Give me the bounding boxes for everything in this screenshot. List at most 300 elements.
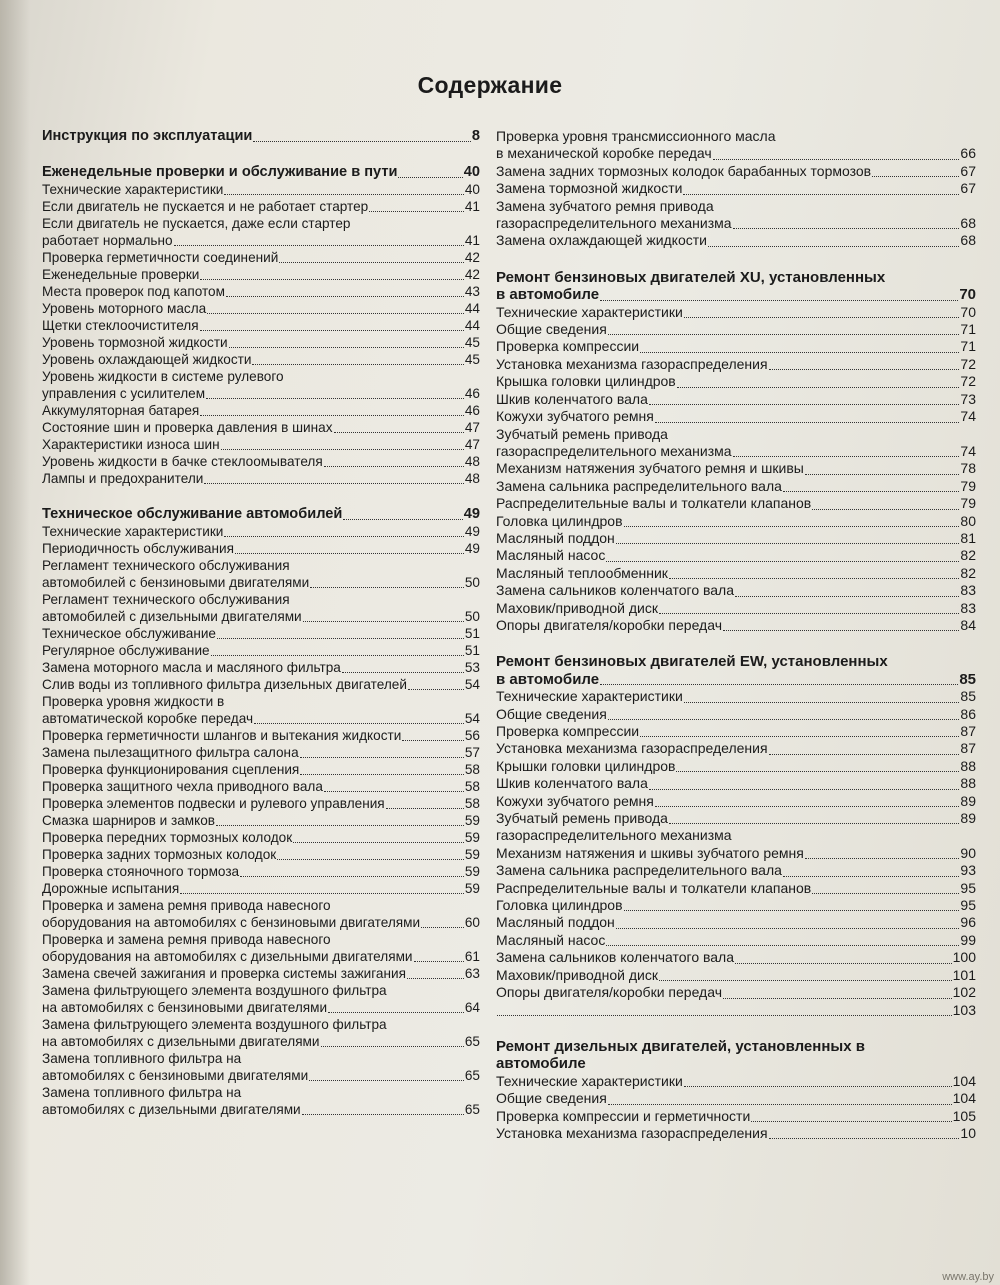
dot-leader (334, 431, 464, 433)
dot-leader (684, 701, 960, 703)
toc-entry (42, 300, 480, 317)
toc-entry-title: Распределительные валы и толкатели клапанов (496, 879, 812, 896)
toc-entry (496, 443, 976, 460)
toc-entry (42, 351, 480, 368)
toc-entry-title: Крышка головки цилиндров (496, 373, 676, 390)
toc-entry (496, 1108, 976, 1125)
toc-page-number: 43 (464, 284, 480, 299)
toc-entry (496, 495, 976, 512)
dot-leader (769, 368, 960, 370)
toc-page-number: 65 (464, 1102, 480, 1117)
dot-leader (616, 542, 960, 544)
dot-leader (624, 525, 960, 527)
toc-page-number: 84 (960, 616, 976, 633)
toc-entry (42, 1050, 480, 1067)
toc-page-number: 58 (464, 796, 480, 811)
toc-entry (496, 163, 976, 180)
dot-leader (606, 944, 959, 946)
dot-leader (655, 421, 960, 423)
toc-entry (42, 931, 480, 948)
toc-page-number: 41 (464, 199, 480, 214)
dot-leader (600, 683, 958, 685)
toc-entry (496, 1090, 976, 1107)
toc-section-heading (42, 506, 480, 523)
toc-entry-title: Технические характеристики (42, 182, 224, 197)
dot-leader (608, 718, 960, 720)
toc-entry-title: Маховик/приводной диск (496, 599, 658, 616)
toc-entry-title: Кожухи зубчатого ремня (496, 408, 654, 425)
toc-page-number: 79 (960, 477, 976, 494)
toc-entry-title: Замена свечей зажигания и проверка системы зажигания (42, 966, 406, 981)
toc-page-number: 61 (464, 949, 480, 964)
toc-entry-title: Зубчатый ремень привода (496, 810, 668, 827)
section-gap (42, 487, 480, 506)
dot-leader (180, 892, 464, 894)
dot-leader (624, 909, 960, 911)
dot-leader (324, 465, 464, 467)
toc-entry (496, 128, 976, 145)
dot-leader (303, 620, 464, 622)
dot-leader (224, 193, 463, 195)
toc-entry-title: Проверка герметичности шлангов и вытекания жидкости (42, 728, 402, 743)
toc-section-heading (496, 653, 976, 670)
toc-page-number: 70 (960, 303, 976, 320)
toc-entry-title: в автомобиле (496, 286, 600, 304)
toc-entry-title: Масляный теплообменник (496, 564, 668, 581)
toc-page-number: 59 (464, 830, 480, 845)
toc-entry-title: Инструкция по эксплуатации (42, 128, 253, 144)
toc-entry-title: автомобилях с дизельными двигателями (42, 1102, 301, 1117)
dot-leader (300, 756, 464, 758)
toc-entry (496, 460, 976, 477)
toc-entry-title: Еженедельные проверки (42, 267, 200, 282)
dot-leader (398, 176, 462, 178)
toc-left-column (42, 128, 480, 1118)
toc-page-number: 86 (960, 705, 976, 722)
toc-entry-title: Технические характеристики (496, 303, 683, 320)
toc-page-number: 63 (464, 966, 480, 981)
dot-leader (252, 363, 463, 365)
dot-leader (805, 473, 960, 475)
toc-page-number: 47 (464, 437, 480, 452)
section-gap (42, 145, 480, 164)
toc-entry-title: газораспределительного механизма (496, 215, 732, 232)
dot-leader (600, 299, 958, 301)
toc-page-number: 44 (464, 301, 480, 316)
toc-entry-title: Уровень моторного масла (42, 301, 207, 316)
toc-entry-title: Ремонт бензиновых двигателей XU, установленных (496, 268, 886, 286)
toc-entry (496, 513, 976, 530)
page-title: Содержание (417, 72, 563, 98)
toc-entry (42, 591, 480, 608)
toc-page-number: 67 (960, 180, 976, 197)
dot-leader (254, 722, 464, 724)
toc-entry-title: Масляный насос (496, 547, 606, 564)
toc-page-number: 87 (960, 740, 976, 757)
toc-entry (496, 880, 976, 897)
toc-page-number: 40 (464, 182, 480, 197)
toc-entry-title: оборудования на автомобилях с бензиновыми двигателями (42, 915, 421, 930)
dot-leader (293, 841, 464, 843)
toc-entry-title: Места проверок под капотом (42, 284, 225, 299)
toc-page-number: 74 (960, 408, 976, 425)
toc-entry (496, 408, 976, 425)
toc-entry (42, 249, 480, 266)
toc-entry (42, 232, 480, 249)
dot-leader (812, 508, 959, 510)
toc-entry-title: Шкив коленчатого вала (496, 390, 648, 407)
toc-page-number: 95 (960, 897, 976, 914)
toc-entry-title: Уровень тормозной жидкости (42, 335, 228, 350)
dot-leader (414, 960, 464, 962)
toc-entry (42, 761, 480, 778)
dot-leader (812, 892, 959, 894)
toc-entry-title: Механизм натяжения зубчатого ремня и шкивы (496, 460, 804, 477)
toc-entry-title: Опоры двигателя/коробки передач (496, 616, 722, 633)
toc-entry-title: Зубчатый ремень привода (496, 425, 668, 442)
dot-leader (684, 316, 960, 318)
toc-entry-title: оборудования на автомобилях с дизельными двигателями (42, 949, 413, 964)
toc-entry (42, 778, 480, 795)
toc-entry-title: Если двигатель не пускается, даже если стартер (42, 216, 351, 231)
toc-page-number: 50 (464, 575, 480, 590)
dot-leader (421, 926, 464, 928)
dot-leader (369, 210, 464, 212)
toc-entry (42, 642, 480, 659)
toc-page-number: 51 (464, 643, 480, 658)
toc-entry (496, 897, 976, 914)
toc-entry-title: Ремонт дизельных двигателей, установленных в (496, 1037, 865, 1055)
toc-page-number: 96 (960, 914, 976, 931)
toc-entry-title: Замена топливного фильтра на (42, 1085, 242, 1100)
dot-leader (206, 397, 464, 399)
toc-entry (496, 338, 976, 355)
dot-leader (608, 333, 960, 335)
toc-entry (42, 829, 480, 846)
toc-page-number: 100 (952, 949, 976, 966)
toc-entry-title: Замена тормозной жидкости (496, 180, 683, 197)
toc-entry (496, 723, 976, 740)
toc-entry (42, 470, 480, 487)
toc-section-heading (496, 1038, 976, 1055)
dot-leader (735, 595, 959, 597)
toc-entry (496, 304, 976, 321)
dot-leader (174, 244, 464, 246)
toc-entry-title: Механизм натяжения и шкивы зубчатого ремня (496, 844, 804, 861)
toc-entry (496, 426, 976, 443)
toc-entry (42, 198, 480, 215)
toc-page-number: 70 (959, 286, 976, 304)
dot-leader (253, 140, 470, 142)
toc-entry (496, 547, 976, 564)
toc-page-number: 83 (960, 599, 976, 616)
toc-entry-title: Уровень жидкости в бачке стеклоомывателя (42, 454, 323, 469)
toc-entry-title: Головка цилиндров (496, 512, 623, 529)
toc-entry (42, 436, 480, 453)
dot-leader (872, 175, 959, 177)
toc-page-number: 59 (464, 864, 480, 879)
dot-leader (408, 688, 464, 690)
toc-entry-title: Периодичность обслуживания (42, 541, 234, 556)
toc-page-number: 79 (960, 495, 976, 512)
toc-entry-title: Регулярное обслуживание (42, 643, 210, 658)
toc-section-heading (496, 269, 976, 286)
toc-page-number: 90 (960, 844, 976, 861)
toc-page-number: 66 (960, 145, 976, 162)
dot-leader (733, 227, 960, 229)
toc-entry-title: Техническое обслуживание (42, 626, 216, 641)
dot-leader (402, 739, 464, 741)
toc-entry-title: Замена сальников коленчатого вала (496, 949, 735, 966)
dot-leader (226, 295, 464, 297)
toc-page-number: 49 (463, 506, 480, 522)
toc-entry (42, 795, 480, 812)
toc-section-heading (496, 1055, 976, 1072)
toc-entry (496, 845, 976, 862)
dot-leader (342, 671, 464, 673)
toc-right-column (496, 128, 976, 1142)
toc-entry-title: Проверка и замена ремня привода навесного (42, 898, 331, 913)
dot-leader (204, 482, 464, 484)
dot-leader (723, 629, 959, 631)
toc-entry-title: Установка механизма газораспределения (496, 740, 768, 757)
toc-page-number: 51 (464, 626, 480, 641)
toc-page-number: 103 (952, 1001, 976, 1018)
toc-entry (496, 356, 976, 373)
toc-entry-title: автомобилях с бензиновыми двигателями (42, 1068, 309, 1083)
watermark: www.ay.by (942, 1271, 994, 1283)
toc-page-number: 45 (464, 335, 480, 350)
toc-entry-title: в автомобиле (496, 670, 600, 688)
toc-entry (42, 744, 480, 761)
toc-page-number: 67 (960, 162, 976, 179)
toc-entry (42, 897, 480, 914)
toc-entry-title: автомобилей с бензиновыми двигателями (42, 575, 310, 590)
dot-leader (676, 770, 959, 772)
toc-entry-title: Шкив коленчатого вала (496, 775, 648, 792)
dot-leader (805, 857, 960, 859)
toc-page-number: 53 (464, 660, 480, 675)
toc-page-number: 57 (464, 745, 480, 760)
toc-page-number: 85 (960, 688, 976, 705)
toc-entry-title: Замена фильтрующего элемента воздушного фильтра (42, 983, 387, 998)
dot-leader (640, 351, 959, 353)
toc-entry (42, 1067, 480, 1084)
toc-page-number: 88 (960, 757, 976, 774)
toc-entry (42, 999, 480, 1016)
toc-entry (496, 967, 976, 984)
dot-leader (328, 1011, 464, 1013)
toc-entry (42, 385, 480, 402)
toc-entry-title: Общие сведения (496, 321, 607, 338)
toc-entry (42, 523, 480, 540)
dot-leader (606, 560, 959, 562)
toc-entry-title: Ремонт бензиновых двигателей EW, установленных (496, 653, 888, 671)
toc-entry (496, 530, 976, 547)
toc-entry-title: Проверка компрессии и герметичности (496, 1107, 751, 1124)
dot-leader (207, 312, 464, 314)
toc-entry-title: Лампы и предохранители (42, 471, 204, 486)
toc-entry (42, 676, 480, 693)
toc-page-number: 42 (464, 267, 480, 282)
toc-entry-title: Проверка стояночного тормоза (42, 864, 240, 879)
toc-page-number: 59 (464, 813, 480, 828)
toc-entry (42, 1084, 480, 1101)
toc-page-number: 101 (952, 966, 976, 983)
toc-entry (42, 948, 480, 965)
dot-leader (769, 753, 960, 755)
toc-page-number: 47 (464, 420, 480, 435)
toc-entry (496, 984, 976, 1001)
dot-leader (655, 805, 960, 807)
dot-leader (608, 1103, 952, 1105)
toc-entry-title: Замена сальников коленчатого вала (496, 582, 735, 599)
toc-entry (42, 863, 480, 880)
toc-entry-title: Щетки стеклоочистителя (42, 318, 199, 333)
toc-entry (496, 617, 976, 634)
toc-page-number: 83 (960, 582, 976, 599)
toc-entry-title: Распределительные валы и толкатели клапанов (496, 495, 812, 512)
toc-entry-title: Проверка передних тормозных колодок (42, 830, 293, 845)
toc-entry (42, 317, 480, 334)
toc-entry-title: газораспределительного механизма (496, 827, 732, 844)
toc-entry (42, 727, 480, 744)
toc-page-number: 40 (463, 164, 480, 180)
toc-entry-title: на автомобилях с дизельными двигателями (42, 1034, 320, 1049)
dot-leader (659, 612, 959, 614)
toc-entry (496, 180, 976, 197)
toc-entry (42, 880, 480, 897)
toc-entry (42, 659, 480, 676)
dot-leader (769, 1137, 960, 1139)
toc-page-number: 58 (464, 762, 480, 777)
toc-section-heading (496, 671, 976, 688)
toc-entry-title: Уровень охлаждающей жидкости (42, 352, 252, 367)
toc-entry-title: Регламент технического обслуживания (42, 592, 290, 607)
toc-entry-title: Установка механизма газораспределения (496, 355, 768, 372)
dot-leader (211, 654, 464, 656)
toc-page-number: 104 (952, 1090, 976, 1107)
dot-leader (649, 788, 960, 790)
dot-leader (735, 962, 952, 964)
toc-entry-title: Кожухи зубчатого ремня (496, 792, 654, 809)
dot-leader (217, 637, 464, 639)
toc-page-number: 71 (960, 338, 976, 355)
toc-entry (496, 706, 976, 723)
dot-leader (309, 1079, 464, 1081)
dot-leader (200, 278, 464, 280)
dot-leader (277, 858, 464, 860)
toc-entry (496, 949, 976, 966)
toc-entry (42, 368, 480, 385)
toc-entry-title: Технические характеристики (496, 1072, 683, 1089)
toc-page-number: 102 (952, 984, 976, 1001)
dot-leader (659, 979, 952, 981)
toc-entry-title: Технические характеристики (496, 688, 683, 705)
toc-entry (42, 283, 480, 300)
toc-entry (496, 321, 976, 338)
toc-entry-title: Опоры двигателя/коробки передач (496, 984, 722, 1001)
toc-entry (496, 232, 976, 249)
toc-page-number: 50 (464, 609, 480, 624)
toc-page-number: 58 (464, 779, 480, 794)
dot-leader (407, 977, 464, 979)
toc-entry-title: Замена топливного фильтра на (42, 1051, 242, 1066)
toc-entry (496, 1073, 976, 1090)
dot-leader (343, 518, 462, 520)
toc-page-number: 60 (464, 915, 480, 930)
toc-entry-title: газораспределительного механизма (496, 442, 732, 459)
toc-page-number: 88 (960, 775, 976, 792)
toc-page-number: 59 (464, 881, 480, 896)
toc-entry-title: Замена зубчатого ремня привода (496, 197, 714, 214)
toc-page-number: 80 (960, 512, 976, 529)
toc-entry-title: Еженедельные проверки и обслуживание в пути (42, 164, 398, 180)
toc-entry (42, 914, 480, 931)
toc-page-number: 64 (464, 1000, 480, 1015)
toc-entry-title: Головка цилиндров (496, 897, 623, 914)
toc-entry-title: Замена охлаждающей жидкости (496, 232, 707, 249)
toc-entry (496, 1002, 976, 1019)
toc-page-number: 42 (464, 250, 480, 265)
toc-page-number: 99 (960, 931, 976, 948)
toc-page-number: 71 (960, 321, 976, 338)
toc-entry (42, 402, 480, 419)
toc-entry (496, 932, 976, 949)
toc-entry (496, 215, 976, 232)
toc-entry (42, 1016, 480, 1033)
toc-page-number: 46 (464, 403, 480, 418)
toc-entry (42, 812, 480, 829)
toc-page-number: 10 (960, 1124, 976, 1141)
toc-page-number: 72 (960, 373, 976, 390)
dot-leader (677, 386, 960, 388)
toc-page-number: 56 (464, 728, 480, 743)
toc-page-number: 85 (959, 670, 976, 688)
toc-entry (42, 965, 480, 982)
toc-entry-title: Если двигатель не пускается и не работает стартер (42, 199, 369, 214)
toc-page-number: 8 (471, 128, 480, 144)
toc-entry (496, 758, 976, 775)
toc-section-heading (42, 128, 480, 145)
toc-page-number: 73 (960, 390, 976, 407)
toc-page-number: 68 (960, 215, 976, 232)
dot-leader (669, 577, 960, 579)
toc-page-number: 54 (464, 677, 480, 692)
dot-leader (386, 807, 464, 809)
toc-page-number: 72 (960, 355, 976, 372)
toc-page-number: 87 (960, 723, 976, 739)
toc-entry-title: Проверка уровня жидкости в (42, 694, 225, 709)
dot-leader (224, 535, 463, 537)
toc-entry (496, 740, 976, 757)
toc-page-number: 104 (952, 1072, 976, 1089)
toc-page-number: 74 (960, 442, 976, 459)
dot-leader (324, 790, 464, 792)
dot-leader (497, 1014, 952, 1016)
toc-entry-title: Смазка шарниров и замков (42, 813, 216, 828)
toc-entry-title: Техническое обслуживание автомобилей (42, 506, 343, 522)
toc-entry (496, 198, 976, 215)
toc-entry (42, 215, 480, 232)
toc-page-number: 89 (960, 810, 976, 827)
toc-entry-title: Масляный поддон (496, 914, 615, 931)
dot-leader (751, 1120, 951, 1122)
toc-entry (496, 688, 976, 705)
toc-page-number: 78 (960, 460, 976, 477)
toc-page-number: 44 (464, 318, 480, 333)
toc-page-number: 41 (464, 233, 480, 248)
